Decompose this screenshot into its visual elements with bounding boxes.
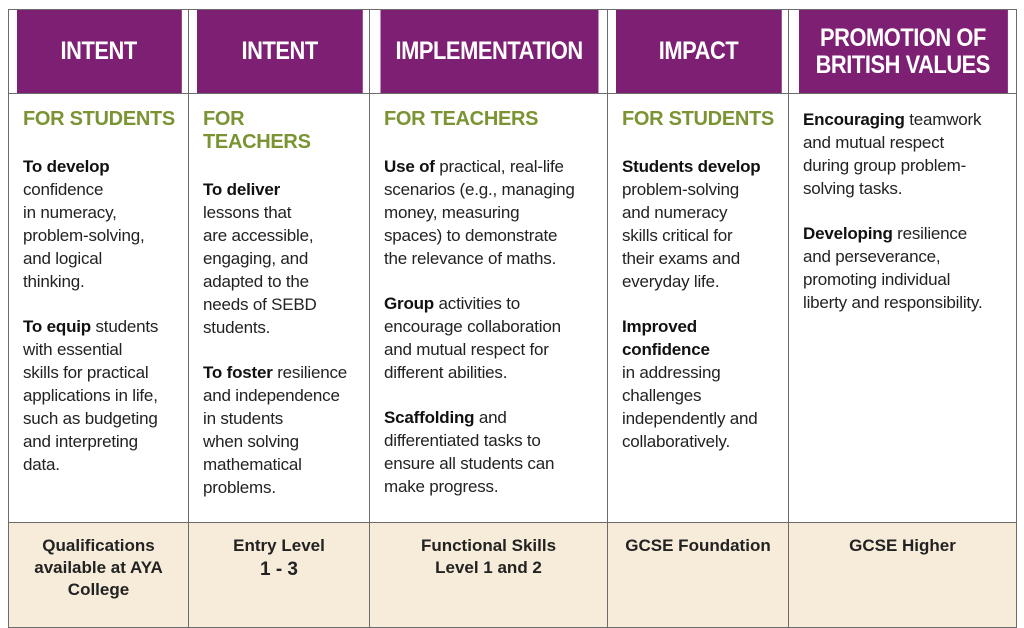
bold-lead: Developing bbox=[803, 224, 893, 243]
block-line: thinking. bbox=[23, 272, 85, 291]
text-block bbox=[803, 108, 1004, 200]
content-cell-4 bbox=[789, 94, 1017, 523]
block-first-line bbox=[23, 315, 176, 338]
bold-lead: Scaffolding bbox=[384, 408, 475, 427]
header-line: IMPLEMENTATION bbox=[394, 37, 583, 65]
header-line: BRITISH VALUES bbox=[815, 50, 990, 79]
text-block bbox=[203, 361, 357, 499]
block-line: encourage collaboration bbox=[384, 317, 561, 336]
block-line: confidence bbox=[23, 180, 104, 199]
block-line: different abilities. bbox=[384, 363, 508, 382]
lead-rest: teamwork bbox=[904, 110, 982, 129]
column-header-0 bbox=[16, 10, 182, 94]
block-line: when solving bbox=[203, 432, 299, 451]
qualification-line: 1 - 3 bbox=[259, 559, 299, 580]
block-first-line bbox=[384, 406, 595, 429]
qualification-line: College bbox=[67, 580, 130, 599]
block-line: and mutual respect for bbox=[384, 340, 549, 359]
block-first-line bbox=[622, 315, 776, 338]
text-block bbox=[622, 155, 776, 293]
block-second-bold-line bbox=[622, 338, 776, 361]
column-subheading: FOR STUDENTS bbox=[23, 108, 175, 130]
qualification-line: available at AYA bbox=[34, 558, 163, 577]
qualification-cell-4 bbox=[789, 523, 1017, 628]
text-block bbox=[384, 406, 595, 498]
curriculum-table-wrapper bbox=[8, 9, 1016, 601]
block-line: needs of SEBD bbox=[203, 295, 317, 314]
block-line: and mutual respect bbox=[803, 133, 944, 152]
header-row bbox=[9, 10, 1017, 94]
block-line: with essential bbox=[23, 340, 123, 359]
qualification-line: Qualifications bbox=[42, 536, 155, 555]
block-line: and perseverance, bbox=[803, 247, 941, 266]
block-line: ensure all students can bbox=[384, 454, 555, 473]
block-line: adapted to the bbox=[203, 272, 309, 291]
text-block bbox=[384, 155, 595, 270]
column-header-2 bbox=[379, 10, 598, 94]
content-cell-0 bbox=[9, 94, 189, 523]
column-subheading: FOR TEACHERS bbox=[203, 108, 311, 153]
lead-rest: resilience bbox=[272, 363, 348, 382]
block-line: during group problem- bbox=[803, 156, 967, 175]
block-line: spaces) to demonstrate bbox=[384, 226, 558, 245]
column-subheading: FOR STUDENTS bbox=[622, 108, 774, 130]
block-line: and independence bbox=[203, 386, 340, 405]
block-first-line bbox=[384, 292, 595, 315]
text-block bbox=[803, 222, 1004, 314]
block-line: such as budgeting bbox=[23, 409, 158, 428]
block-line: applications in life, bbox=[23, 386, 158, 405]
block-first-line bbox=[23, 155, 176, 178]
qualification-cell-3 bbox=[608, 523, 789, 628]
qualification-line: Level 1 and 2 bbox=[435, 558, 542, 577]
qualification-cell-0 bbox=[9, 523, 189, 628]
text-block bbox=[622, 315, 776, 453]
block-line: mathematical bbox=[203, 455, 302, 474]
block-line: scenarios (e.g., managing bbox=[384, 180, 575, 199]
block-line: engaging, and bbox=[203, 249, 309, 268]
bold-lead: Group bbox=[384, 294, 434, 313]
block-line: problem-solving bbox=[622, 180, 739, 199]
block-first-line bbox=[203, 178, 357, 201]
block-line: problems. bbox=[203, 478, 276, 497]
lead-rest: activities to bbox=[434, 294, 521, 313]
block-line: challenges bbox=[622, 386, 702, 405]
block-line: skills critical for bbox=[622, 226, 733, 245]
column-header-1 bbox=[196, 10, 363, 94]
qualification-cell-2 bbox=[370, 523, 608, 628]
block-line: data. bbox=[23, 455, 60, 474]
block-line: in addressing bbox=[622, 363, 721, 382]
block-line: students. bbox=[203, 318, 271, 337]
lead-rest: practical, real-life bbox=[434, 157, 564, 176]
block-line: and logical bbox=[23, 249, 103, 268]
block-line: solving tasks. bbox=[803, 179, 903, 198]
block-line: are accessible, bbox=[203, 226, 314, 245]
header-line: PROMOTION OF bbox=[819, 23, 986, 52]
text-block bbox=[384, 292, 595, 384]
bold-lead: Students develop bbox=[622, 157, 761, 176]
qualification-cell-1 bbox=[189, 523, 370, 628]
qualifications-row bbox=[9, 523, 1017, 628]
block-line: problem-solving, bbox=[23, 226, 145, 245]
block-line: everyday life. bbox=[622, 272, 720, 291]
header-line: INTENT bbox=[240, 37, 318, 65]
bold-lead: To equip bbox=[23, 317, 91, 336]
block-line: money, measuring bbox=[384, 203, 520, 222]
block-line: promoting individual bbox=[803, 270, 951, 289]
content-cell-2 bbox=[370, 94, 608, 523]
content-row bbox=[9, 94, 1017, 523]
block-first-line bbox=[622, 155, 776, 178]
curriculum-table bbox=[8, 9, 1017, 628]
block-line: and numeracy bbox=[622, 203, 728, 222]
column-header-4 bbox=[798, 10, 1008, 94]
content-cell-3 bbox=[608, 94, 789, 523]
text-block bbox=[23, 315, 176, 476]
bold-lead: Use of bbox=[384, 157, 435, 176]
header-line: IMPACT bbox=[658, 37, 738, 65]
block-line: differentiated tasks to bbox=[384, 431, 541, 450]
block-line: make progress. bbox=[384, 477, 499, 496]
block-line: their exams and bbox=[622, 249, 740, 268]
lead-rest: students bbox=[90, 317, 159, 336]
block-first-line bbox=[384, 155, 595, 178]
block-line: independently and bbox=[622, 409, 758, 428]
content-cell-1 bbox=[189, 94, 370, 523]
block-line: skills for practical bbox=[23, 363, 149, 382]
lead-rest: and bbox=[474, 408, 507, 427]
block-line: liberty and responsibility. bbox=[803, 293, 983, 312]
block-line: lessons that bbox=[203, 203, 292, 222]
qualification-line: Functional Skills bbox=[420, 536, 557, 555]
header-line: INTENT bbox=[60, 37, 137, 65]
block-line: in students bbox=[203, 409, 284, 428]
qualification-line: GCSE Higher bbox=[849, 536, 956, 555]
block-first-line bbox=[803, 108, 1004, 131]
block-line: in numeracy, bbox=[23, 203, 117, 222]
qualification-line: GCSE Foundation bbox=[625, 536, 771, 555]
block-first-line bbox=[203, 361, 357, 384]
block-line: collaboratively. bbox=[622, 432, 730, 451]
qualification-line: Entry Level bbox=[233, 536, 325, 555]
text-block bbox=[23, 155, 176, 293]
bold-lead-2: confidence bbox=[622, 340, 710, 359]
bold-lead: Improved bbox=[622, 317, 697, 336]
column-subheading: FOR TEACHERS bbox=[384, 108, 539, 130]
block-line: and interpreting bbox=[23, 432, 138, 451]
bold-lead: To foster bbox=[203, 363, 273, 382]
bold-lead: To develop bbox=[23, 157, 110, 176]
block-line: the relevance of maths. bbox=[384, 249, 557, 268]
text-block bbox=[203, 178, 357, 339]
bold-lead: Encouraging bbox=[803, 110, 905, 129]
bold-lead: To deliver bbox=[203, 180, 281, 199]
column-header-3 bbox=[615, 10, 782, 94]
block-first-line bbox=[803, 222, 1004, 245]
lead-rest: resilience bbox=[892, 224, 967, 243]
